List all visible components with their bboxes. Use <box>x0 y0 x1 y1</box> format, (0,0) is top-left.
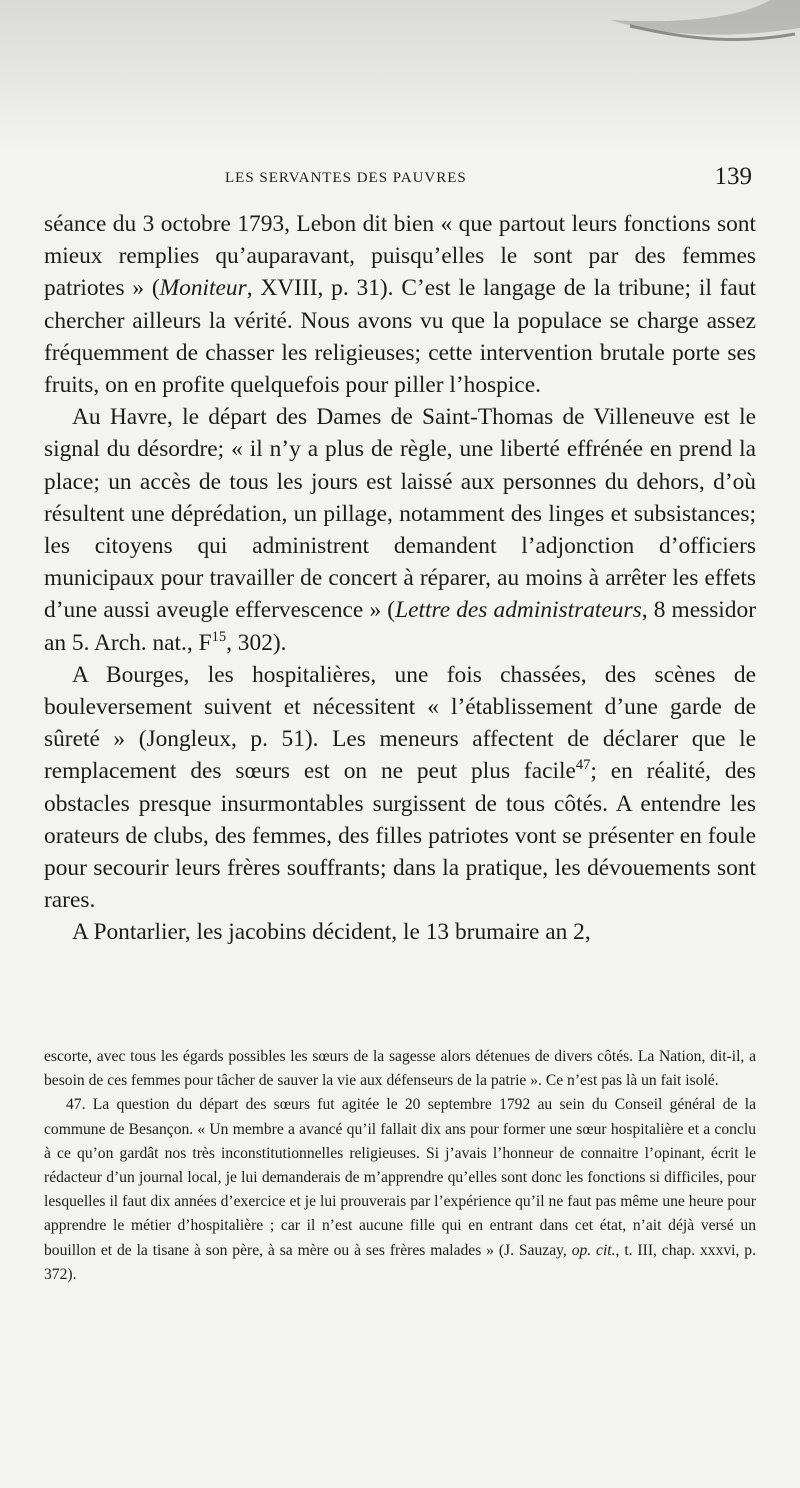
footnote-47: 47. La question du départ des sœurs fut agitée le 20 septembre 1792 au sein du Conseil général de la commune de Besançon. « Un membre a avancé qu’il fallait dix ans pour former une sœur hospitalière et a conclu à ce qu’on gardât nos très inconstitutionnelles religieuses. Si j’avais l’honneur de connaitre l’opinant, écrit le rédacteur d’un journal local, je lui demanderais de m’apprendre qu’elles sont donc les fonctions si difficiles, pour lesquelles il faut dix années d’exercice et je lui prouverais par l’expérience qu’il ne faut pas même une heure pour apprendre le métier d’hospitalière ; car il n’est aucune fille qui en entrant dans cet état, n’ait déjà versé un bouillon et de la tisane à son père, à sa mère ou à ses frères malades » (J. Sauzay, op. cit., t. III, chap. xxxvi, p. 372). <box>44 1096 756 1283</box>
page-number: 139 <box>714 163 752 190</box>
footnote-ref: 47 <box>575 757 591 774</box>
footnote-continuation: escorte, avec tous les égards possibles les sœurs de la sagesse alors détenues de divers côtés. La Nation, dit-il, a besoin de ces femmes pour tâcher de sauver la vie aux défenseurs de la patrie ». Ce n’est pas là un fait isolé. <box>44 1048 756 1090</box>
paragraph: Au Havre, le départ des Dames de Saint-Thomas de Villeneuve est le signal du désordre; « il n’y a plus de règle, une liberté effrénée en prend la place; un accès de tous les jours est laissé aux personnes du dehors, d’où résultent une déprédation, un pillage, notamment des linges et subsistances; les citoyens qui administrent demandent l’adjonction d’officiers municipaux pour travailler de concert à réparer, au moins à arrêter les effets d’une aussi aveugle effervescence » (Lettre des administrateurs, 8 messidor an 5. Arch. nat., $F^{15}$, 302). <box>44 404 756 656</box>
scan-corner-smudge <box>570 0 800 70</box>
running-title: LES SERVANTES DES PAUVRES <box>225 170 467 186</box>
footnotes <box>44 1045 756 1287</box>
paragraph: séance du 3 octobre 1793, Lebon dit bien « que partout leurs fonctions sont mieux remplies qu’auparavant, puisqu’elles le sont par des femmes patriotes » (Moniteur, XVIII, p. 31). C’est le langage de la tribune; il faut chercher ailleurs la vérité. Nous avons vu que la populace se charge assez fréquemment de chasser les religieuses; cette intervention brutale porte ses fruits, on en profite quelquefois pour piller l’hospice. <box>44 211 756 399</box>
main-text <box>44 208 756 949</box>
paragraph: A Bourges, les hospitalières, une fois chassées, des scènes de bouleversement suivent et nécessitent « l’établissement d’une garde de sûreté » (Jongleux, p. 51). Les meneurs affectent de déclarer que le remplacement des sœurs est on ne peut plus facile$^{47}$; en réalité, des obstacles presque insurmontables surgissent de tous côtés. A entendre les orateurs de clubs, des femmes, des filles patriotes vont se présenter en foule pour secourir leurs frères souffrants; dans la pratique, les dévouements sont rares. <box>44 661 757 914</box>
paragraph: A Pontarlier, les jacobins décident, le 13 brumaire an 2, <box>72 919 591 946</box>
